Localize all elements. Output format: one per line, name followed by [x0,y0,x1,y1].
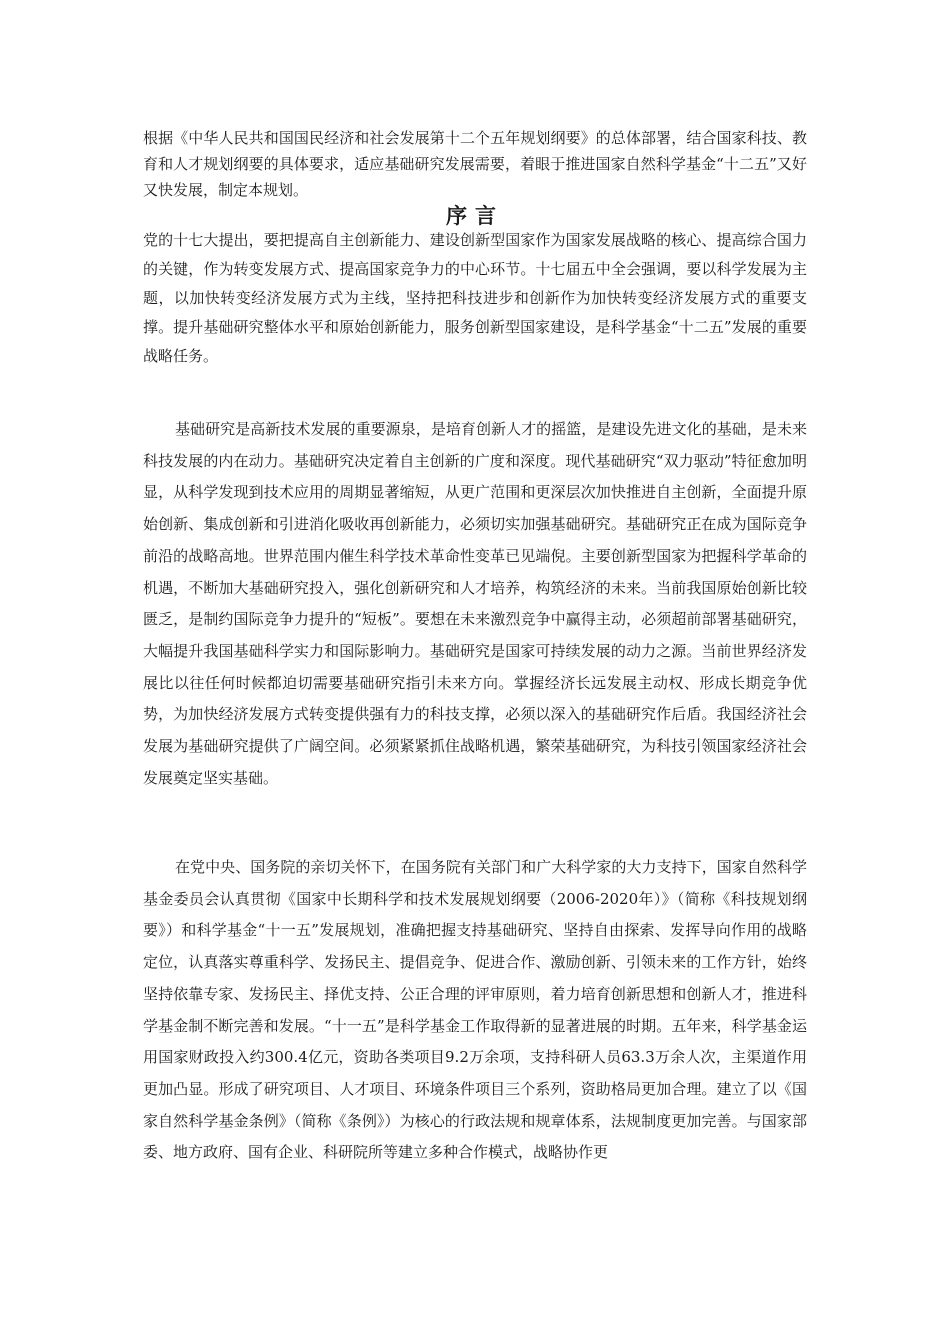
intro-paragraph: 根据《中华人民共和国国民经济和社会发展第十二个五年规划纲要》的总体部署，结合国家科技、教育和人才规划纲要的具体要求，适应基础研究发展需要，着眼于推进国家自然科学基金“十二五”又好又快发展，制定本规划。 [143,129,807,199]
body-paragraph-1: 党的十七大提出，要把提高自主创新能力、建设创新型国家作为国家发展战略的核心、提高综合国力的关键，作为转变发展方式、提高国家竞争力的中心环节。十七届五中全会强调，要以科学发展为主题，以加快转变经济发展方式为主线，坚持把科技进步和创新作为加快转变经济发展方式的重要支撑。提升基础研究整体水平和原始创新能力，服务创新型国家建设，是科学基金“十二五”发展的重要战略任务。 [143,231,807,365]
body-paragraph-3: 在党中央、国务院的亲切关怀下，在国务院有关部门和广大科学家的大力支持下，国家自然科学基金委员会认真贯彻《国家中长期科学和技术发展规划纲要（2006-2020年）》（简称《科技规划纲要》）和科学基金“十一五”发展规划，准确把握支持基础研究、坚持自由探索、发挥导向作用的战略定位，认真落实尊重科学、发扬民主、提倡竞争、促进合作、激励创新、引领未来的工作方针，始终坚持依靠专家、发扬民主、择优支持、公正合理的评审原则，着力培育创新思想和创新人才，推进科学基金制不断完善和发展。“十一五”是科学基金工作取得新的显著进展的时期。五年来，科学基金运用国家财政投入约300.4亿元，资助各类项目9.2万余项，支持科研人员63.3万余人次，主渠道作用更加凸显。形成了研究项目、人才项目、环境条件项目三个系列，资助格局更加合理。建立了以《国家自然科学基金条例》（简称《条例》）为核心的行政法规和规章体系，法规制度更加完善。与国家部委、地方政府、国有企业、科研院所等建立多种合作模式，战略协作更 [143,858,807,1162]
body-paragraph-2: 基础研究是高新技术发展的重要源泉，是培育创新人才的摇篮，是建设先进文化的基础，是未来科技发展的内在动力。基础研究决定着自主创新的广度和深度。现代基础研究“双力驱动”特征愈加明显，从科学发现到技术应用的周期显著缩短，从更广范围和更深层次加快推进自主创新，全面提升原始创新、集成创新和引进消化吸收再创新能力，必须切实加强基础研究。基础研究正在成为国际竞争前沿的战略高地。世界范围内催生科学技术革命性变革已见端倪。主要创新型国家为把握科学革命的机遇，不断加大基础研究投入，强化创新研究和人才培养，构筑经济的未来。当前我国原始创新比较匮乏，是制约国际竞争力提升的“短板”。要想在未来激烈竞争中赢得主动，必须超前部署基础研究，大幅提升我国基础科学实力和国际影响力。基础研究是国家可持续发展的动力之源。当前世界经济发展比以往任何时候都迫切需要基础研究指引未来方向。掌握经济长远发展主动权、形成长期竞争优势，为加快经济发展方式转变提供强有力的科技支撑，必须以深入的基础研究作后盾。我国经济社会发展为基础研究提供了广阔空间。必须紧紧抓住战略机遇，繁荣基础研究，为科技引领国家经济社会发展奠定坚实基础。 [143,420,807,787]
section-title: 序言 [446,203,504,228]
